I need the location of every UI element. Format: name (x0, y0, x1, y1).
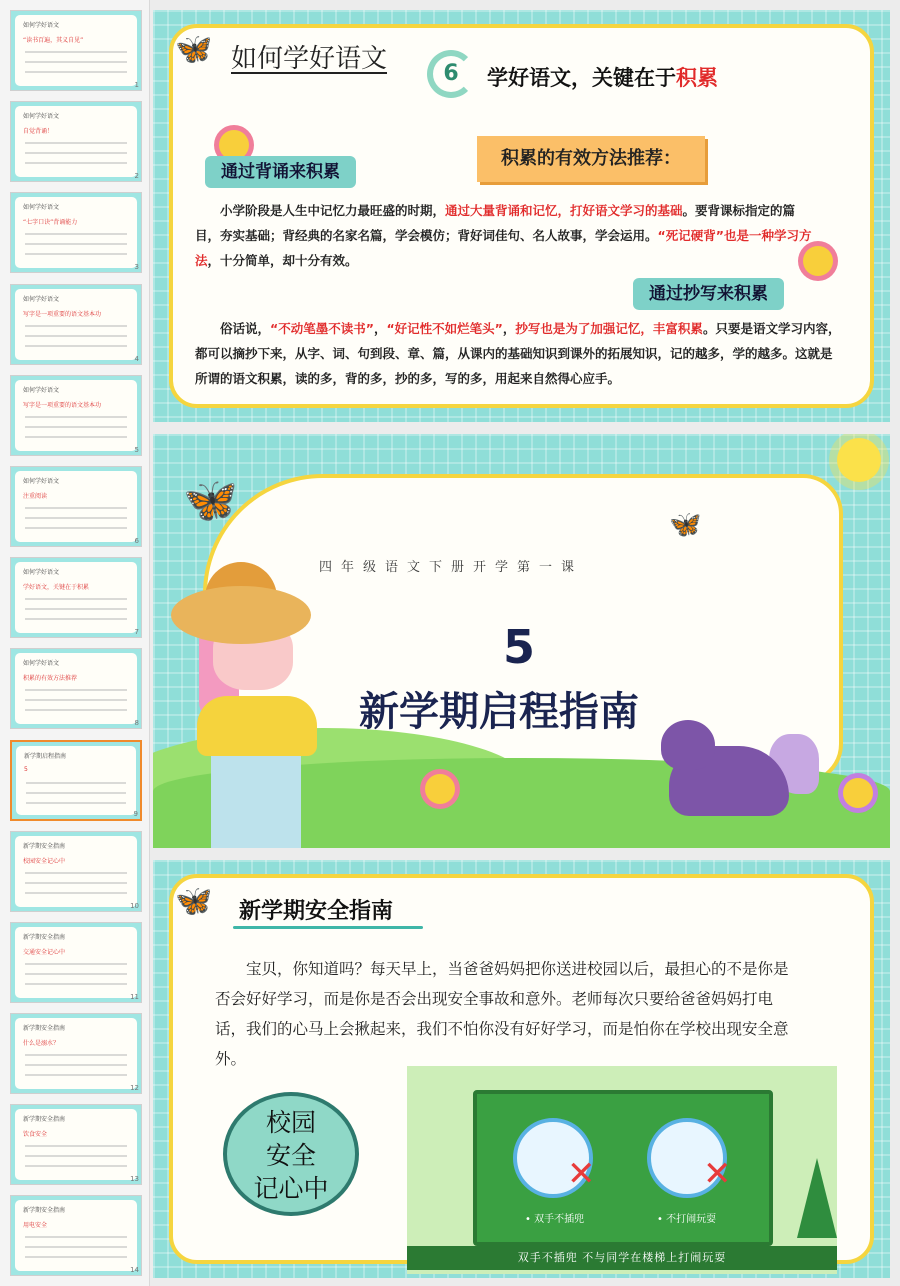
paragraph-recite (195, 198, 815, 273)
thumbnail-text-line (25, 253, 127, 255)
text-span: ， (373, 321, 387, 336)
thumbnail-quote: 交通安全记心中 (23, 949, 66, 956)
thumbnail-title: 新学期安全指南 (23, 1116, 66, 1123)
thumbnail-canvas (15, 653, 137, 724)
cross-icon: ✕ (703, 1154, 732, 1194)
thumbnail-text-line (25, 963, 127, 965)
thumbnail-title: 新学期启程指南 (24, 753, 67, 760)
thumbnail-canvas (15, 289, 137, 360)
thumbnail-canvas (15, 1109, 137, 1180)
thumbnail-canvas (15, 1018, 137, 1089)
thumbnail-text-line (25, 436, 127, 438)
flower-icon (843, 778, 873, 808)
thumbnail-text-line (25, 51, 127, 53)
straw-hat (171, 586, 311, 644)
thumbnail-number: 1 (134, 81, 139, 89)
thumbnail-text-line (25, 973, 127, 975)
highlight-span: 抄写也是为了加强记忆，丰富积累 (515, 321, 703, 336)
thumbnail-number: 6 (134, 537, 139, 545)
thumbnail-number: 13 (130, 1175, 139, 1183)
slide-title: 新学期安全指南 (239, 898, 394, 924)
butterfly-icon: 🦋 (175, 884, 213, 919)
ribbon-recite: 通过背诵来积累 (205, 156, 356, 188)
thumbnail-quote: 积累的有效方法推荐 (23, 675, 78, 682)
thumbnail-text-line (25, 152, 127, 154)
girl-illustration (197, 696, 317, 756)
thumbnail-quote: 什么是溺水？ (23, 1040, 60, 1047)
thumbnail-number: 11 (130, 993, 139, 1001)
text-span: ，十分简单，却十分有效。 (207, 253, 358, 268)
thumbnail-text-line (25, 1165, 127, 1167)
safety-illustration (407, 1066, 837, 1274)
slide-thumbnail[interactable] (10, 192, 142, 273)
thumbnail-quote: 自觉背诵！ (23, 128, 54, 135)
thumbnail-number: 9 (133, 810, 138, 818)
thumbnail-number: 8 (134, 719, 139, 727)
thumbnail-title: 如何学好语文 (23, 478, 60, 485)
slide-thumbnail[interactable] (10, 831, 142, 912)
thumbnail-text-line (25, 872, 127, 874)
thumbnail-quote: 校园安全记心中 (23, 858, 66, 865)
thumbnail-text-line (25, 517, 127, 519)
slide-thumbnail[interactable] (10, 466, 142, 547)
thumbnail-text-line (25, 709, 127, 711)
highlight-span: “死记硬背”也是一种学习方法 (195, 228, 812, 268)
thumbnail-text-line (25, 892, 127, 894)
thumbnail-number: 4 (134, 355, 139, 363)
butterfly-icon: 🦋 (175, 32, 213, 67)
thumbnail-number: 3 (134, 263, 139, 271)
thumbnail-text-line (25, 233, 127, 235)
thumbnail-text-line (25, 335, 127, 337)
thumbnail-quote: 用电安全 (23, 1222, 48, 1229)
thumbnail-title: 如何学好语文 (23, 22, 60, 29)
rule-caption: • 双手不插兜 (525, 1214, 585, 1225)
thumbnail-text-line (25, 882, 127, 884)
section-number: 5 (503, 620, 536, 674)
thumbnail-canvas (15, 1200, 137, 1271)
thumbnail-title: 新学期安全指南 (23, 843, 66, 850)
slide-thumbnail[interactable] (10, 101, 142, 182)
thumbnail-text-line (25, 1246, 127, 1248)
bubble-line: 记心中 (253, 1174, 329, 1203)
slide-safety-guide[interactable] (153, 860, 890, 1278)
thumbnail-quote: “七字口诀”背诵能力 (23, 219, 78, 226)
slide-thumbnail[interactable] (10, 375, 142, 456)
section-number-badge: 6 (427, 50, 475, 98)
thumbnail-canvas (15, 562, 137, 633)
thumbnail-canvas (15, 927, 137, 998)
thumbnail-text-line (26, 802, 126, 804)
thumbnail-text-line (25, 1145, 127, 1147)
thumbnail-text-line (25, 608, 127, 610)
cross-icon: ✕ (567, 1154, 596, 1194)
text-span: 。要背课标指定的篇目，夯实基础；背经典的名家名篇，学会模仿；背好词佳句、名人故事，学会运用。 (195, 203, 796, 243)
thumbnail-text-line (25, 699, 127, 701)
method-heading: 积累的有效方法推荐： (477, 136, 705, 182)
butterfly-icon: 🦋 (183, 475, 238, 526)
text-span: 。只要是语文学习内容，都可以摘抄下来，从字、词、句到段、章、篇，从课内的基础知识到课外的拓展知识，记的越多，学的越多。这就是所谓的语文积累，读的多，背的多，抄的多，写的多，用起来自然得心应手。 (195, 321, 841, 386)
thumbnail-text-line (25, 1236, 127, 1238)
thumbnail-text-line (25, 416, 127, 418)
thumbnail-canvas (15, 471, 137, 542)
slide-thumbnail[interactable] (10, 1195, 142, 1276)
thumbnail-text-line (25, 426, 127, 428)
thumbnail-canvas (15, 106, 137, 177)
thumbnail-title: 如何学好语文 (23, 387, 60, 394)
thumbnail-quote: 5 (24, 766, 28, 773)
thumbnail-text-line (25, 507, 127, 509)
slide-thumbnail[interactable] (10, 1013, 142, 1094)
thumbnail-number: 5 (134, 446, 139, 454)
thumbnail-text-line (26, 792, 126, 794)
bubble-line: 校园 (265, 1108, 316, 1137)
thumbnail-text-line (25, 243, 127, 245)
ribbon-copy: 通过抄写来积累 (633, 278, 784, 310)
thumbnail-number: 10 (130, 902, 139, 910)
thumbnail-number: 2 (134, 172, 139, 180)
thumbnail-canvas (15, 836, 137, 907)
slide-accumulation[interactable] (153, 10, 890, 422)
subtitle-highlight: 积累 (676, 65, 718, 90)
thumbnail-text-line (25, 598, 127, 600)
thumbnail-title: 如何学好语文 (23, 113, 60, 120)
slide-title-card[interactable] (153, 434, 890, 848)
thumbnail-text-line (25, 325, 127, 327)
flower-icon (803, 246, 833, 276)
text-span: ， (502, 321, 516, 336)
thumbnail-title: 新学期安全指南 (23, 934, 66, 941)
thumbnail-title: 如何学好语文 (23, 660, 60, 667)
rule-caption: • 不打闹玩耍 (657, 1214, 717, 1225)
flower-icon (425, 774, 455, 804)
thumbnail-text-line (25, 162, 127, 164)
slide-thumbnail[interactable] (10, 557, 142, 638)
thumbnail-number: 14 (130, 1266, 139, 1274)
thumbnail-title: 如何学好语文 (23, 296, 60, 303)
thumbnail-text-line (25, 345, 127, 347)
subtitle-text: 学好语文，关键在于 (487, 65, 676, 90)
title-underline (233, 926, 423, 929)
thumbnail-number: 12 (130, 1084, 139, 1092)
highlight-span: 通过大量背诵和记忆，打好语文学习的基础 (445, 203, 683, 218)
slide-thumbnail[interactable] (10, 740, 142, 821)
thumbnail-number: 7 (134, 628, 139, 636)
thumbnail-text-line (25, 142, 127, 144)
paragraph-copy (195, 316, 841, 391)
thumbnail-quote: 写字是一项重要的语文基本功 (23, 311, 102, 318)
wolf-illustration (661, 720, 715, 770)
thumbnail-text-line (25, 1054, 127, 1056)
thumbnail-quote: 注重阅读 (23, 493, 48, 500)
thumbnail-text-line (25, 71, 127, 73)
slide-subtitle (487, 62, 718, 92)
highlight-span: “好记性不如烂笔头” (386, 321, 503, 336)
thumbnail-text-line (26, 782, 126, 784)
illustration-caption: 双手不插兜 不与同学在楼梯上打闹玩耍 (407, 1246, 837, 1270)
thumbnail-text-line (25, 1155, 127, 1157)
thumbnail-quote: “读书百遍，其义自见” (23, 37, 84, 44)
slide-thumbnail[interactable] (10, 648, 142, 729)
slide-thumbnail[interactable] (10, 10, 142, 91)
bubble-text (227, 1106, 355, 1205)
thumbnail-canvas (15, 15, 137, 86)
slide-title: 如何学好语文 (231, 44, 388, 73)
thumbnail-text-line (25, 1256, 127, 1258)
text-span: 俗话说， (220, 321, 271, 336)
slide-thumbnail[interactable] (10, 1104, 142, 1185)
thumbnail-canvas (15, 380, 137, 451)
thumbnail-text-line (25, 1074, 127, 1076)
thumbnail-quote: 饮食安全 (23, 1131, 48, 1138)
main-title: 新学期启程指南 (359, 689, 639, 735)
safety-paragraph: 宝贝，你知道吗？每天早上，当爸爸妈妈把你送进校园以后，最担心的不是你是否会好好学习，而是你是否会出现安全事故和意外。老师每次只要给爸爸妈妈打电话，我们的心马上会揪起来，我们不怕你没有好好学习，而是怕你在学校出现安全意外。 (215, 960, 789, 1068)
thumbnail-text-line (25, 527, 127, 529)
thumbnail-text-line (25, 689, 127, 691)
speech-bubble (223, 1092, 359, 1216)
text-span: 小学阶段是人生中记忆力最旺盛的时期， (220, 203, 446, 218)
thumbnail-quote: 学好语文，关键在于积累 (23, 584, 90, 591)
thumbnail-title: 新学期安全指南 (23, 1025, 66, 1032)
slide-thumbnail[interactable] (10, 284, 142, 365)
thumbnail-text-line (25, 983, 127, 985)
bubble-line: 安全 (265, 1141, 316, 1170)
slide-thumbnail[interactable] (10, 922, 142, 1003)
sun-icon (837, 438, 881, 482)
chalkboard (473, 1090, 773, 1246)
thumbnail-canvas (16, 746, 136, 815)
butterfly-icon: 🦋 (669, 510, 702, 540)
thumbnail-canvas (15, 197, 137, 268)
course-subtitle: 四年级语文下册开学第一课 (319, 560, 584, 575)
thumbnail-text-line (25, 618, 127, 620)
thumbnail-title: 如何学好语文 (23, 204, 60, 211)
highlight-span: “不动笔墨不读书” (270, 321, 374, 336)
slide-thumbnail-panel (0, 0, 150, 1286)
thumbnail-text-line (25, 1064, 127, 1066)
thumbnail-title: 新学期安全指南 (23, 1207, 66, 1214)
thumbnail-title: 如何学好语文 (23, 569, 60, 576)
tree-icon (797, 1158, 837, 1238)
thumbnail-quote: 写字是一项重要的语文基本功 (23, 402, 102, 409)
thumbnail-text-line (25, 61, 127, 63)
